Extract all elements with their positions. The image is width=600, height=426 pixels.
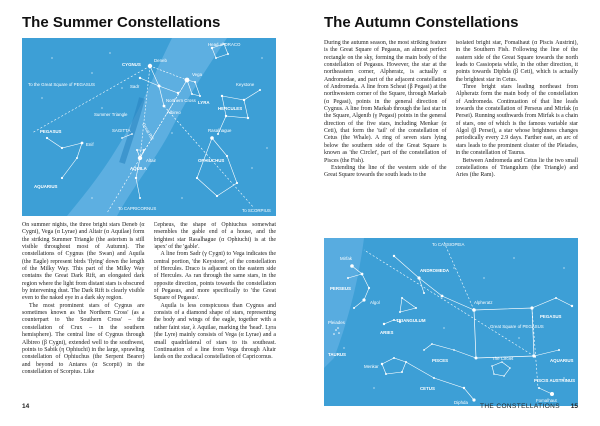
label-aries: ARIES (380, 330, 394, 335)
label-altair: Altair (146, 158, 157, 163)
label-to-cassiopeia: To CASSIOPEIA (432, 242, 465, 247)
label-alpheratz: Alpheratz (474, 300, 493, 305)
label-diphda: Diphda (454, 400, 468, 405)
label-cygnus: CYGNUS (122, 62, 141, 67)
label-draco: Head of DRACO (208, 42, 241, 47)
label-keystone: Keystone (236, 82, 255, 87)
label-aquarius: AQUARIUS (34, 184, 58, 189)
label-great-rift: Great Rift (141, 122, 155, 141)
text-column-1 (22, 222, 145, 397)
paragraph: Cepheus, the shape of Ophiuchus somewhat resembles the gable end of a house, and the brightest star Rasalhague (α Ophiuchi) is at the 'apex' of the 'gable'. (153, 222, 276, 251)
label-pegasus: PEGASUS (40, 129, 62, 134)
label-great-square: Great Square of PEGASUS (490, 324, 544, 329)
page-title: The Summer Constellations (22, 14, 221, 31)
summer-text (22, 222, 276, 397)
text-column-1 (324, 40, 447, 230)
label-sagitta: SAGITTA (112, 128, 131, 133)
right-page (300, 0, 600, 426)
paragraph: Extending the line of the western side of the Great Square towards the south leads to the (324, 164, 447, 179)
paragraph: Aquila is less conspicuous than Cygnus and consists of a diamond shape of stars, representing the body and wings of the eagle, together with a rather faint star, λ Aquilae, marking the 'head'. Lyra (the Lyre) mainly consists of Vega (α Lyrae) and a small quadrilateral of stars to its southeast. Continuation of a line from Vega through Altair lands on the zodiacal constellation of Capricornus. (153, 302, 276, 361)
label-rasalhague: Rasalhague (208, 128, 232, 133)
label-to-capricornus: To CAPRICORNUS (118, 206, 157, 211)
label-pisces: PISCES (432, 358, 449, 363)
paragraph: On summer nights, the three bright stars Deneb (α Cygni), Vega (α Lyrae) and Altair (α Aquilae) form the striking Summer Triangle (the asterism is still visible throughout most of Autumn). The constellations of Cygnus (the Swan) and Aquila (the Eagle) represent birds 'flying' down the length of the Milky Way. This part of the Milky Way contains the Great Dark Rift, an elongated dark region where the light from distant stars is obscured by intervening dust. The Dark Rift is clearly visible even to the naked eye in a dark sky region. (22, 222, 145, 302)
label-albireo: Albireo (167, 110, 181, 115)
paragraph: Three bright stars leading northeast from Alpheratz form the main body of the constellation of Andromeda. Continuation of that line leads towards the constellation of Perseus and Mirfak (α Persei). Running southwards from Mirfak is a chain of stars, one of which is the famous variable star Algol (β Persei), a star whose brightness changes periodically every 2.9 days. Farther east, an arc of stars leads to the prominent cluster of the Pleiades, in the constellation of Taurus. (455, 84, 578, 157)
text-column-2 (456, 40, 579, 230)
map-labels (328, 242, 575, 405)
label-enif: Enif (86, 142, 94, 147)
label-to-scorpius: To SCORPIUS (242, 208, 271, 213)
page-title: The Autumn Constellations (324, 14, 519, 31)
summer-star-chart (22, 38, 276, 216)
label-menkar: Menkar (364, 364, 379, 369)
label-pleiades: Pleiades (328, 320, 345, 325)
label-cetus: CETUS (420, 386, 435, 391)
label-pegasus: PEGASUS (540, 314, 562, 319)
label-algol: Algol (370, 300, 380, 305)
label-ophiuchus: OPHIUCHUS (198, 158, 225, 163)
label-fomalhaut: Fomalhaut (536, 398, 557, 403)
label-aquila: AQUILA (130, 166, 147, 171)
autumn-text (324, 40, 578, 230)
paragraph: A line from Sadr (γ Cygni) to Vega indicates the central portion, 'the Keystone', of the constellation of Hercules. Draco is adjacent on the eastern side of Hercules. As ran through the same stars, in the opposite direction, points towards the constellation of Pegasus, and more specifically to 'the Great Square of Pegasus'. (153, 251, 276, 302)
paragraph: During the autumn season, the most striking feature is the Great Square of Pegasus, an almost perfect rectangle on the sky, forming the main body of the constellation of Pegasus. However, the star at the northeastern corner, Alpheratz, is actually α Andromedae, and part of the adjacent constellation of Andromeda. A line from Scheat (β Pegasi) at the northwestern corner of the Square, through Markab (α Pegasi), points in the general direction of Cygnus. A line from Markab through the last star in the Square, Algenib (γ Pegasi) points in the general direction of the five stars, including Menkar (α Ceti), that form the 'tail' of the constellation of Cetus (the Whale). A ring of seven stars lying below the southern side of the Great Square is known as 'the Circlet', part of the constellation of Pisces (the Fish). (324, 40, 447, 164)
label-perseus: PERSEUS (330, 286, 351, 291)
label-sadr: Sadr (130, 84, 140, 89)
label-deneb: Deneb (154, 58, 167, 63)
label-hercules: HERCULES (218, 106, 243, 111)
autumn-star-chart (324, 238, 578, 406)
paragraph: isolated bright star, Fomalhaut (α Piscis Austrini), in the Southern Fish. Following the line of the eastern side of the Great Square towards the north leads to Cassiopeia while, in the other direction, it points towards Diphda (β Ceti), which is actually the brightest star in Cetus. (455, 40, 578, 83)
page-number: 14 (22, 403, 30, 410)
running-head: THE CONSTELLATIONS (479, 403, 560, 410)
label-taurus: TAURUS (328, 352, 346, 357)
text-column-2 (154, 222, 277, 397)
label-vega: Vega (192, 72, 203, 77)
paragraph: The most prominent stars of Cygnus are sometimes known as 'the Northern Cross' (as a counterpart to 'the Southern Cross' – the constellation of Crux – in the southern hemisphere). The central line of Cygnus through Albireo (β Cygni), extended well to the southwest, points to Sabik (η Ophiuchi) in the large, sprawling constellation of Ophiuchus (the Serpent Bearer) and beyond to Antares (α Scorpii) in the constellation of Scorpius. Like (22, 302, 145, 375)
page-number: 15 (570, 403, 578, 410)
paragraph: Between Andromeda and Cetus lie the two small constellations of Triangulum (the Triangle) and Aries (the Ram). (455, 157, 578, 179)
label-summer-triangle: Summer Triangle (94, 112, 128, 117)
autumn-star-map (324, 238, 578, 406)
label-great-square: To the Great Square of PEGASUS (28, 82, 95, 87)
label-andromeda: ANDROMEDA (420, 268, 450, 273)
label-triangulum: TRIANGULUM (396, 318, 426, 323)
label-circlet: The Circlet (492, 356, 514, 361)
summer-star-map (22, 38, 276, 216)
label-lyra: LYRA (198, 100, 210, 105)
label-northern-cross: Northern Cross (166, 98, 196, 103)
label-mirfak: Mirfak (340, 256, 352, 261)
great-square-outline (474, 308, 534, 358)
label-piscis-austrinus: PISCIS AUSTRINUS (534, 378, 576, 383)
constellation-lines (348, 242, 572, 400)
label-aquarius: AQUARIUS (550, 358, 574, 363)
